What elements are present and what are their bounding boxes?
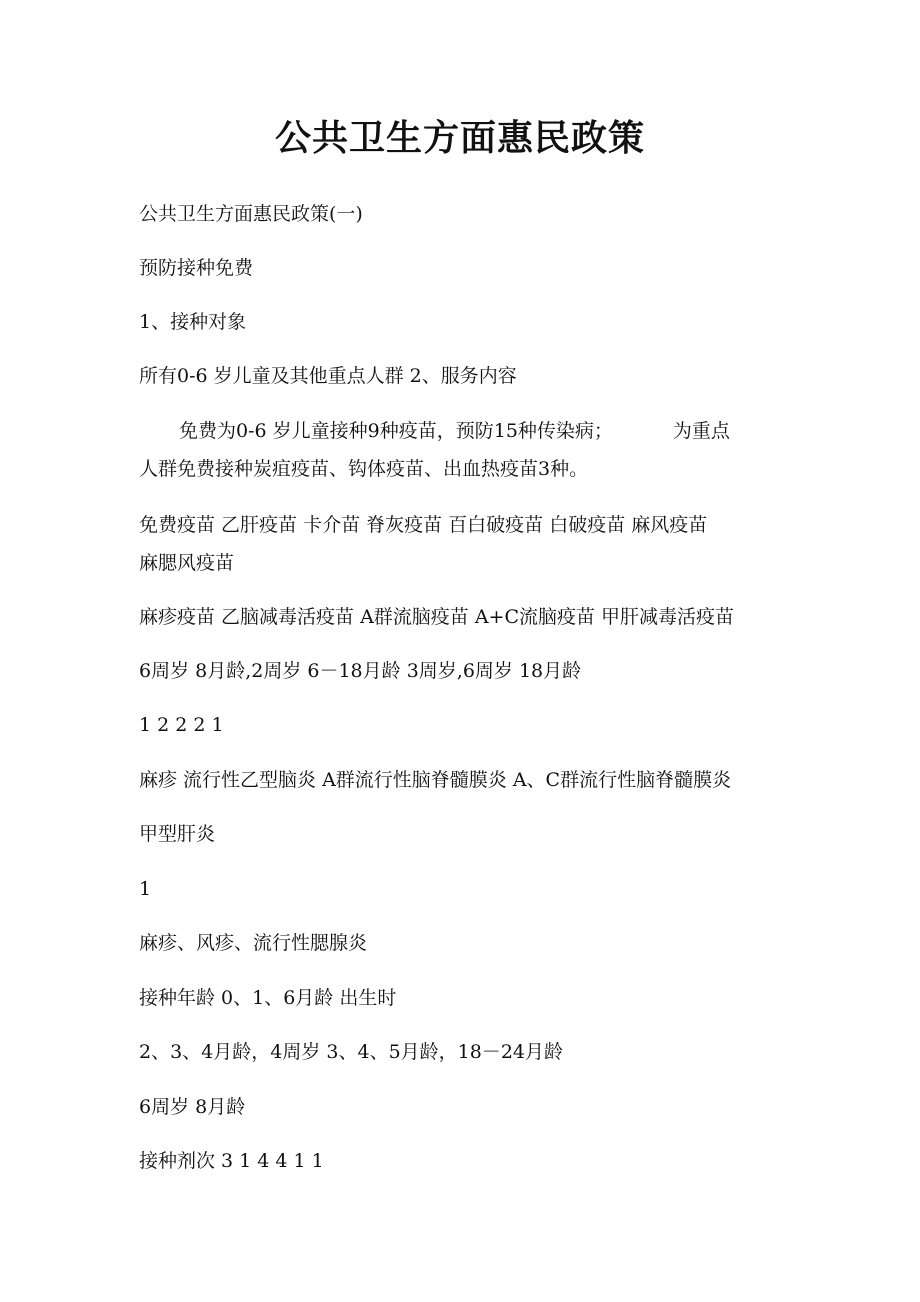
section-heading: 公共卫生方面惠民政策(一) xyxy=(139,203,363,225)
text-line: 麻疹 流行性乙型脑炎 A群流行性脑脊髓膜炎 A、C群流行性脑脊髓膜炎 xyxy=(139,769,732,791)
text-line: 1 xyxy=(139,878,152,900)
text-line: 麻疹疫苗 乙脑减毒活疫苗 A群流脑疫苗 A+C流脑疫苗 甲肝减毒活疫苗 xyxy=(139,606,735,628)
text-line: 6周岁 8月龄,2周岁 6－18月龄 3周岁,6周岁 18月龄 xyxy=(139,660,582,682)
paragraph xyxy=(139,506,789,582)
paragraph-line: 免费疫苗 乙肝疫苗 卡介苗 脊灰疫苗 百白破疫苗 白破疫苗 麻风疫苗 xyxy=(139,514,708,536)
text-line: 接种剂次 3 1 4 4 1 1 xyxy=(139,1150,324,1172)
document-title: 公共卫生方面惠民政策 xyxy=(274,117,645,159)
paragraph xyxy=(139,412,789,488)
paragraph-line xyxy=(139,412,789,450)
text-line: 6周岁 8月龄 xyxy=(139,1096,246,1118)
text-line: 2、3、4月龄，4周岁 3、4、5月龄，18－24月龄 xyxy=(139,1041,564,1063)
text-line: 1、接种对象 xyxy=(139,311,247,333)
paragraph-line: 麻腮风疫苗 xyxy=(139,552,235,574)
paragraph-text: 免费为0-6 岁儿童接种9种疫苗，预防15种传染病； xyxy=(179,420,613,442)
text-line: 预防接种免费 xyxy=(139,257,254,279)
text-line: 接种年龄 0、1、6月龄 出生时 xyxy=(139,987,397,1009)
text-line: 1 2 2 2 1 xyxy=(139,714,224,736)
paragraph-line: 人群免费接种炭疽疫苗、钩体疫苗、出血热疫苗3种。 xyxy=(139,458,589,480)
text-line: 所有0-6 岁儿童及其他重点人群 2、服务内容 xyxy=(139,365,517,387)
text-line: 麻疹、风疹、流行性腮腺炎 xyxy=(139,932,368,954)
text-line: 甲型肝炎 xyxy=(139,823,216,845)
paragraph-text: 为重点 xyxy=(672,420,730,442)
